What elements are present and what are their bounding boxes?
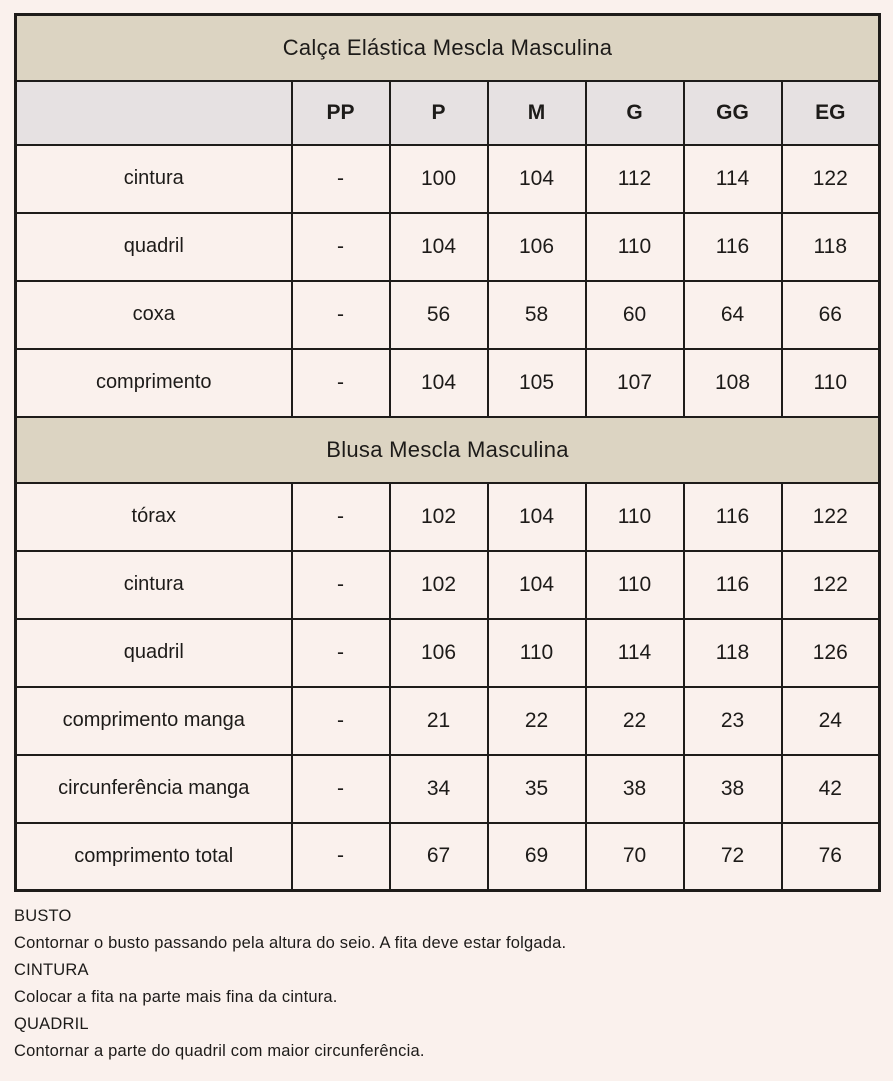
row-label: comprimento manga [16, 687, 292, 755]
section2-title: Blusa Mescla Masculina [16, 417, 880, 483]
table-cell: 106 [488, 213, 586, 281]
table-cell: 102 [390, 551, 488, 619]
table-cell: 22 [488, 687, 586, 755]
table-cell: 72 [684, 823, 782, 891]
table-cell: 56 [390, 281, 488, 349]
table-cell: 122 [782, 551, 880, 619]
table-cell: 112 [586, 145, 684, 213]
table-cell: 38 [684, 755, 782, 823]
table-row [16, 687, 880, 755]
table-cell: 126 [782, 619, 880, 687]
table-cell: 23 [684, 687, 782, 755]
table-cell: 104 [488, 551, 586, 619]
table-cell: 69 [488, 823, 586, 891]
table-cell: 100 [390, 145, 488, 213]
table-row [16, 755, 880, 823]
table-cell: 114 [586, 619, 684, 687]
table-cell: 104 [488, 145, 586, 213]
table-cell: 106 [390, 619, 488, 687]
instruction-heading-busto: BUSTO [14, 907, 72, 925]
size-header-eg: EG [782, 81, 880, 145]
row-label: coxa [16, 281, 292, 349]
table-cell: 110 [488, 619, 586, 687]
table-cell: 70 [586, 823, 684, 891]
row-label: comprimento [16, 349, 292, 417]
table-cell: 116 [684, 213, 782, 281]
table-cell: 110 [782, 349, 880, 417]
table-cell: 67 [390, 823, 488, 891]
table-cell: - [292, 687, 390, 755]
table-row [16, 483, 880, 551]
table-cell: - [292, 823, 390, 891]
row-label: cintura [16, 551, 292, 619]
table-cell: 104 [390, 349, 488, 417]
table-cell: 116 [684, 483, 782, 551]
size-chart-table [14, 13, 881, 892]
row-label: tórax [16, 483, 292, 551]
row-label: comprimento total [16, 823, 292, 891]
measurement-instructions [14, 903, 878, 1065]
table-cell: 66 [782, 281, 880, 349]
size-header-m: M [488, 81, 586, 145]
table-cell: - [292, 483, 390, 551]
instruction-text-quadril: Contornar a parte do quadril com maior circunferência. [14, 1042, 425, 1060]
row-label: circunferência manga [16, 755, 292, 823]
table-cell: 42 [782, 755, 880, 823]
table-cell: 38 [586, 755, 684, 823]
table-cell: 122 [782, 483, 880, 551]
table-cell: 108 [684, 349, 782, 417]
table-cell: 105 [488, 349, 586, 417]
table-cell: - [292, 349, 390, 417]
table-cell: 118 [684, 619, 782, 687]
table-cell: 21 [390, 687, 488, 755]
table-cell: 114 [684, 145, 782, 213]
table-cell: 107 [586, 349, 684, 417]
table-row [16, 145, 880, 213]
table-cell: 24 [782, 687, 880, 755]
table-cell: 22 [586, 687, 684, 755]
table-cell: 64 [684, 281, 782, 349]
table-cell: 110 [586, 213, 684, 281]
table-cell: - [292, 755, 390, 823]
section2-title-row [16, 417, 880, 483]
table-cell: 104 [488, 483, 586, 551]
corner-cell [16, 81, 292, 145]
instruction-text-busto: Contornar o busto passando pela altura do seio. A fita deve estar folgada. [14, 934, 567, 952]
section1-title-row [16, 15, 880, 81]
table-row [16, 551, 880, 619]
instruction-heading-cintura: CINTURA [14, 961, 89, 979]
table-cell: 104 [390, 213, 488, 281]
table-row [16, 619, 880, 687]
table-cell: 116 [684, 551, 782, 619]
table-cell: 110 [586, 551, 684, 619]
row-label: cintura [16, 145, 292, 213]
size-header-gg: GG [684, 81, 782, 145]
table-cell: - [292, 213, 390, 281]
table-cell: - [292, 281, 390, 349]
table-cell: 102 [390, 483, 488, 551]
table-cell: 76 [782, 823, 880, 891]
row-label: quadril [16, 619, 292, 687]
table-row [16, 349, 880, 417]
size-header-row [16, 81, 880, 145]
table-cell: - [292, 619, 390, 687]
size-header-pp: PP [292, 81, 390, 145]
table-cell: 118 [782, 213, 880, 281]
instruction-heading-quadril: QUADRIL [14, 1015, 89, 1033]
row-label: quadril [16, 213, 292, 281]
size-header-g: G [586, 81, 684, 145]
table-cell: 110 [586, 483, 684, 551]
table-cell: 60 [586, 281, 684, 349]
section1-title: Calça Elástica Mescla Masculina [16, 15, 880, 81]
table-cell: - [292, 145, 390, 213]
table-cell: - [292, 551, 390, 619]
table-cell: 34 [390, 755, 488, 823]
table-row [16, 213, 880, 281]
table-row [16, 823, 880, 891]
instruction-text-cintura: Colocar a fita na parte mais fina da cintura. [14, 988, 338, 1006]
table-cell: 58 [488, 281, 586, 349]
size-header-p: P [390, 81, 488, 145]
table-cell: 35 [488, 755, 586, 823]
table-row [16, 281, 880, 349]
table-cell: 122 [782, 145, 880, 213]
